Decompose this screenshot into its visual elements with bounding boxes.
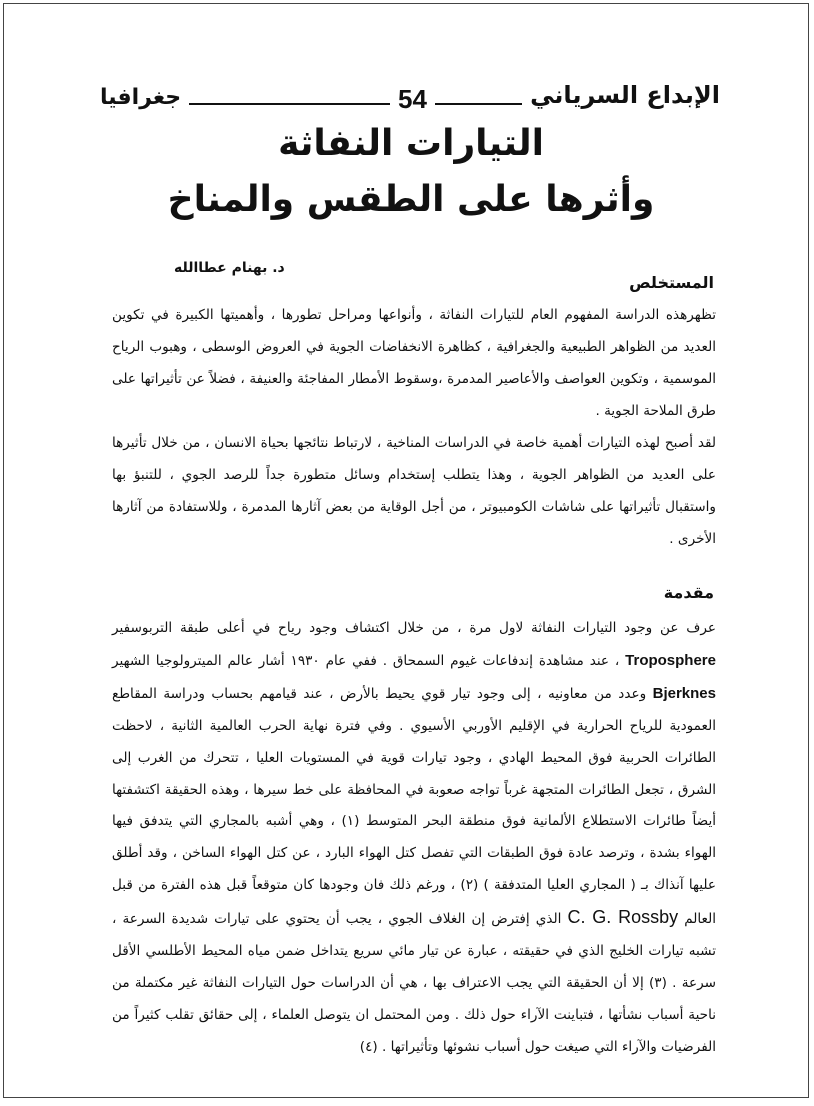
article-title-line2: وأثرها على الطقس والمناخ [167,179,655,220]
term-troposphere: Troposphere [625,651,716,669]
journal-name: الإبداع السرياني [522,80,720,110]
author-name: د. بهنام عطاالله [174,260,285,276]
intro-text-2: ، عند مشاهدة إندفاعات غيوم السمحاق . ففي عام ١٩٣٠ أشار عالم الميترولوجيا الشهير [112,652,626,669]
intro-text-4: الذي إفترض إن الغلاف الجوي ، يجب أن يحتوي على تيارات شديدة السرعة ، تشبه تيارات الخليج الذي في حقيقته ، عبارة عن تيار مائي سريع يتداخل ضمن مياه المحيط الأطلسي الأقل سرعة . (٣) إلا أن الحقيقة التي يجب الاعتراف بها ، هي أن الدراسات حول التيارات النفاثة غير مكتملة من ناحية أسباب نشأتها ، فتباينت الآراء حول ذلك . ومن المحتمل ان يتوصل العلماء ، إلى حقائق تقلب كثيراً من الفرضيات والآراء التي صيغت حول أسباب نشوئها وتأثيراتها . (٤) [112,911,717,1055]
section-name: جغرافيا [100,84,189,112]
intro-text-3: وعدد من معاونيه ، إلى وجود تيار قوي يحيط بالأرض ، عند قيامهم بحساب ودراسة المقاطع العمودية للرياح الحرارية في الإقليم الأوربي الأسيوي . وفي فترة نهاية الحرب العالمية الثانية ، لاحظت الطائرات الحربية فوق المحيط الهادي ، وجود تيارات قوية في المستويات العليا ، تتحرك من الغرب إلى الشرق ، تجعل الطائرات المتجهة غرباً تواجه صعوبة في المحافظة على خط سيرها ، وهذه الحقيقة اكتشفتها أيضاً طائرات الاستطلاع الألمانية فوق منطقة البحر المتوسط (١) ، وهي أشبه بالمجاري التي يتدفق فيها الهواء بشدة ، وترصد عادة فوق الطبقات التي تفصل كتل الهواء البارد ، عن كتل الهواء الساخن ، وقد أطلق عليها آنذاك بـ ( المجاري العليا المتدفقة ) (٢) ، ورغم ذلك فان وجودها كان متوقعاً قبل هذه الفترة من قبل العالم [112,685,716,928]
abstract-heading: المستخلص [629,273,714,292]
intro-heading: مقدمة [663,583,714,602]
intro-text-1: عرف عن وجود التيارات النفاثة لاول مرة ، من خلال اكتشاف وجود رياح في أعلى طبقة التربوسفير [112,620,716,636]
page-header [100,76,720,116]
name-bjerknes: Bjerknes [652,684,716,702]
abstract-paragraph-2: لقد أصبح لهذه التيارات أهمية خاصة في الدراسات المناخية ، لارتباط نتائجها بحياة الانسان ، من خلال تأثيرها على العديد من الظواهر الجوية ، وهذا يتطلب إستخدام وسائل متطورة جداً للرصد الجوي ، للتنبؤ بها واستقبال تأثيراتها على شاشات الكومبيوتر ، من أجل الوقاية من بعض آثارها المدمرة ، وللاستفادة من آثارها الأخرى . [112,435,716,547]
intro-paragraph [112,613,716,1064]
document-page [3,3,809,1098]
article-title-line1: التيارات النفاثة [278,123,544,164]
abstract-paragraph-1: تظهرهذه الدراسة المفهوم العام للتيارات النفاثة ، وأنواعها ومراحل تطورها ، وأهميتها الكبيرة في تكوين العديد من الظواهر الطبيعية والجغرافية ، كظاهرة الانخفاضات الجوية في العروض الوسطى ، وهبوب الرياح الموسمية ، وتكوين العواصف والأعاصير المدمرة ،وسقوط الأمطار المفاجئة والعنيفة ، فضلاً عن تأثيراتها على طرق الملاحة الجوية . [112,307,716,419]
page-number: 54 [390,84,435,114]
name-rossby: C. G. Rossby [567,907,679,928]
